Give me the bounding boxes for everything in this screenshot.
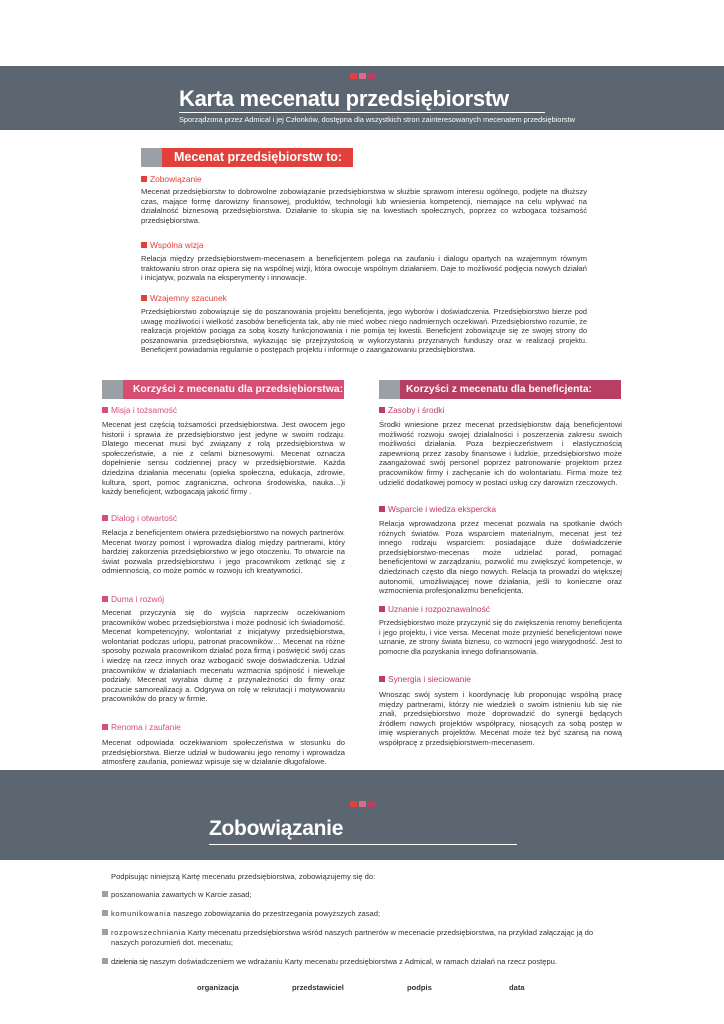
header-decor-squares [350,73,375,79]
page-title: Karta mecenatu przedsiębiorstw [179,86,509,111]
mecenat-banner-title: Mecenat przedsiębiorstw to: [174,150,343,164]
commitment-underline [209,844,517,845]
commitment-intro: Podpisując niniejszą Kartę mecenatu przedsiębiorstwa, zobowiązujemy się do: [111,872,376,881]
right-paragraph: Relacja wprowadzona przez mecenat pozwala na spotkanie dwóch różnych światów. Poza wsparciem materialnym, mecenat jest też innego rodzaju wsparciem: posiadające duże doświadczenie przedsiębiorstwo-mecenas może udzielać porad, pomagać beneficjentowi w zarządzaniu, pozwolić mu zwiększyć kompetencje, w dziedzinach często dla niego nowych. Relacja ta prowadzi do większej autonomii, umożliwiającej nowe działania, jeśli to konieczne oraz wzmocnienia profesjonalizmu beneficjenta. [379,519,622,596]
right-paragraph: Wnosząc swój system i koordynację lub proponując wspólną pracę między partnerami, którzy nie wiedzieli o swoim istnieniu lub się nie znali, przedsiębiorstwo może doprowadzić do synergii będących źródłem nowych projektów współpracy, niosących za sobą postęp w imię wspieranych projektów. Mecenat może też być szansą na nową współpracę z przedsiębiorstwem-mecenasem. [379,690,622,747]
commitment-item: dzielenia się naszym doświadczeniem we wdrażaniu Karty mecenatu przedsiębiorstwa z Admical, w ramach działań na rzecz postępu. [102,957,557,967]
mecenat-subhead: Zobowiązanie [141,174,202,184]
commitment-title: Zobowiązanie [209,817,344,840]
commitment-decor-squares [350,801,375,807]
left-subhead: Duma i rozwój [102,594,164,604]
commitment-item-continuation: naszych porozumień dot. mecenatu; [111,938,233,947]
korzysci-beneficjenta-banner [379,380,621,399]
right-paragraph: Przedsiębiorstwo może przyczynić się do zwiększenia renomy beneficjenta i jego projektu, i vice versa. Mecenat może przynieść beneficjentowi nowe uznanie, ze strony świata biznesu, co wzmocni jego wiarygodność. Jest to pomocne dla pozyskania innego dofinansowania. [379,618,622,656]
right-subhead: Zasoby i środki [379,405,444,415]
mecenat-banner [141,148,353,167]
korzysci-beneficjenta-title: Korzyści z mecenatu dla beneficjenta: [406,384,592,395]
mecenat-paragraph: Mecenat przedsiębiorstw to dobrowolne zobowiązanie przedsiębiorstwa w służbie sprawom interesu ogólnego, podjęte na dłuższy czas, mające formę darowizny finansowej, produktów, technologii lub wniesienia kompetencji, niemające na celu wpływać na działalność biznesową przedsiębiorstwa. Działanie to skupia się na kwestiach społecznych, poprzez co wzbogaca tożsamość przedsiębiorstwa. [141,187,587,225]
mecenat-subhead: Wspólna wizja [141,240,204,250]
signature-label-podpis: podpis [407,983,432,992]
left-subhead: Misja i tożsamość [102,405,177,415]
page-subtitle: Sporządzona przez Admical i jej Członków, dostępna dla wszystkich stron zainteresowanych mecenatem przedsiębiorstw [179,115,575,124]
mecenat-paragraph: Przedsiębiorstwo zobowiązuje się do poszanowania projektu beneficjenta, jego wyborów i doświadczenia. Przedsiębiorstwo bierze pod uwagę możliwości i wielkość zasobów beneficjenta tak, aby nie mieć wobec niego nadmiernych oczekiwań. Przedsiębiorstwo rozumie, że realizacja projektów pociąga za sobą koszty funkcjonowania i nie pomija tej kwestii. Beneficjent zobowiązuje się ze swojej strony do poszanowania przedsiębiorstwa, wykazując się przejrzystością w wykorzystaniu przyznanych funduszy oraz w realizacji projektu. Beneficjent powiadamia regularnie o postępach projektu i informuje o zaangażowaniu przedsiębiorstwa. [141,307,587,355]
title-underline [179,112,545,113]
right-subhead: Uznanie i rozpoznawalność [379,604,490,614]
right-subhead: Wsparcie i wiedza ekspercka [379,504,496,514]
mecenat-subhead: Wzajemny szacunek [141,293,227,303]
commitment-item: komunikowania naszego zobowiązania do przestrzegania powyższych zasad; [102,909,380,919]
signature-label-przedstawiciel: przedstawiciel [292,983,344,992]
commitment-item: poszanowania zawartych w Karcie zasad; [102,890,252,900]
korzysci-przedsiebiorstwa-title: Korzyści z mecenatu dla przedsiębiorstwa: [133,384,344,395]
commitment-band [0,770,724,860]
right-subhead: Synergia i sieciowanie [379,674,471,684]
korzysci-przedsiebiorstwa-banner [102,380,344,399]
mecenat-paragraph: Relacja między przedsiębiorstwem-mecenasem a beneficjentem polega na zaufaniu i dialogu opartych na wzajemnym równym traktowaniu stron oraz opiera się na wspólnej wizji, która owocuje wspólnym działaniem. Daje to możliwość podjęcia nowych działań i inicjatyw, pozwala na eksperymenty i innowacje. [141,254,587,283]
left-paragraph: Relacja z beneficjentem otwiera przedsiębiorstwo na nowych partnerów. Mecenat tworzy pomost i wprowadza dialog między partnerami, który bardziej zakorzenia przedsiębiorstwo w jego otoczeniu. To otwarcie na świat pozwala przedsiębiorstwu i jego pracownikom zetknąć się z odmiennością, co może pomóc w rozwoju ich kreatywności. [102,528,345,576]
left-paragraph: Mecenat jest częścią tożsamości przedsiębiorstwa. Jest owocem jego historii i sprawia że przedsiębiorstwo jest jedyne w swoim rodzaju. Dlatego mecenat musi być związany z rolą przedsiębiorstwa w społeczeństwie, a nie z celami biznesowymi. Mecenat oznacza dopełnienie sensu codziennej pracy w przedsiębiorstwie. Każda dziedzina działania mecenatu (opieka społeczna, edukacja, zdrowie, kultura, sport, pomoc zagraniczna, ochrona środowiska, nauka…)i każdy beneficjent, wzbogacają jakość firmy . [102,420,345,497]
right-paragraph: Środki wniesione przez mecenat przedsiębiorstw dają beneficjentowi możliwość rozwoju swojej działalności i poszerzenia zakresu swoich możliwości działania. Poza bezpieczeństwem i elastycznością zapewnioną przez zasoby finansowe i ludzkie, przedsiębiorstwo może zaangażować swój personel poprzez patronowanie projektom przez pracowników firmy i zachęcanie ich do wolontariatu. Firma może też udzielić dodatkowej pomocy w postaci usług czy darowizn rzeczowych. [379,420,622,487]
commitment-item: rozpowszechniania Karty mecenatu przedsiębiorstwa wśród naszych partnerów w mecenacie przedsiębiorstwa, na przykład załączając ją do [102,928,593,938]
signature-label-organizacja: organizacja [197,983,239,992]
left-paragraph: Mecenat odpowiada oczekiwaniom społeczeństwa w stosunku do przedsiębiorstwa. Bierze udział w budowaniu jego renomy i wprowadza atmosferę zaufania, ponieważ wpisuje się w działanie długofalowe. [102,738,345,767]
left-subhead: Renoma i zaufanie [102,722,181,732]
left-subhead: Dialog i otwartość [102,513,177,523]
left-paragraph: Mecenat przyczynia się do wyjścia naprzeciw oczekiwaniom pracowników wobec przedsiębiorstwa i może podnosić ich świadomość. Mecenat kompetencyjny, wolontariat z inicjatywy przedsiębiorstwa, wolontariat podczas urlopu, patronat pracowników… Mecenat na różne sposoby pozwala pracownikom działać poza firmą i poświęcić swój czas i wiedzę na rzecz innych oraz wzbogacić swoje doświadczenia. Udział pracowników w działaniach mecenatu wzmacnia spójność i nieweluje podziały. Mecenat wyrabia dumę z przynależności do firmy oraz poczucie samorealizacji a. Odgrywa on rolę w rekrutacji i motywowaniu pracowników do pracy w firmie. [102,608,345,704]
signature-label-data: data [509,983,525,992]
